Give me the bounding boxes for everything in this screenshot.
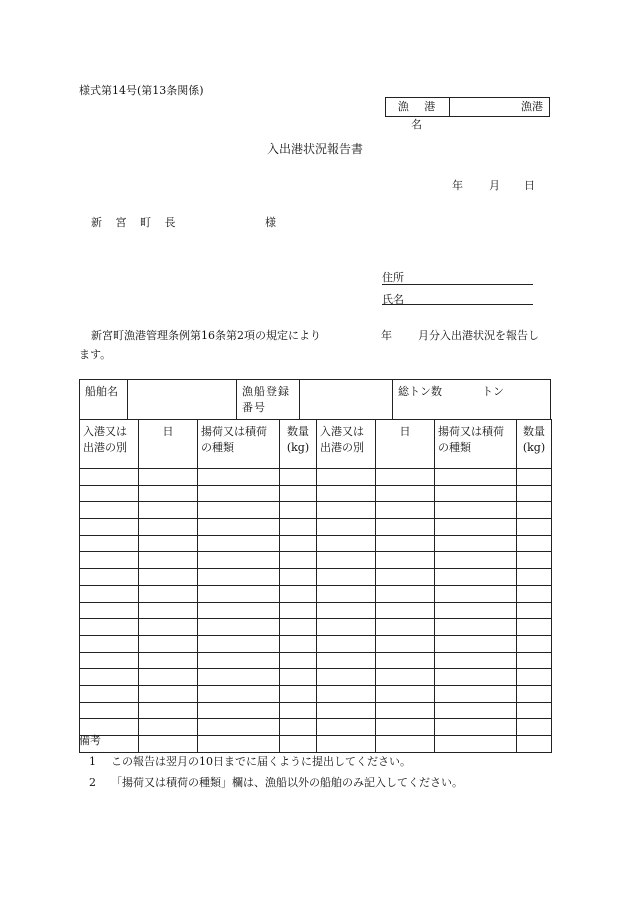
log-cell[interactable]	[435, 519, 517, 536]
log-cell[interactable]	[198, 535, 280, 552]
log-cell[interactable]	[80, 619, 139, 636]
log-cell[interactable]	[517, 652, 552, 669]
log-cell[interactable]	[280, 569, 317, 586]
log-cell[interactable]	[435, 485, 517, 502]
log-cell[interactable]	[198, 469, 280, 486]
log-cell[interactable]	[280, 619, 317, 636]
table-row	[80, 702, 552, 719]
name-label: 氏名	[382, 293, 404, 306]
log-cell[interactable]	[198, 502, 280, 519]
gross-tonnage-field[interactable]	[467, 380, 550, 419]
fishing-port-label: 漁 港 名	[386, 98, 450, 116]
log-cell[interactable]	[317, 669, 376, 686]
fishing-port-value[interactable]: 漁港	[521, 100, 543, 113]
log-cell[interactable]	[317, 635, 376, 652]
log-cell[interactable]	[139, 669, 198, 686]
log-cell[interactable]	[280, 469, 317, 486]
log-cell[interactable]	[317, 552, 376, 569]
table-row	[80, 552, 552, 569]
log-cell[interactable]	[317, 585, 376, 602]
log-cell[interactable]	[376, 702, 435, 719]
log-cell[interactable]	[80, 569, 139, 586]
log-cell[interactable]	[435, 535, 517, 552]
table-row	[80, 502, 552, 519]
log-cell[interactable]	[376, 619, 435, 636]
log-cell[interactable]	[80, 685, 139, 702]
note-number: 2	[89, 776, 96, 789]
log-cell[interactable]	[139, 685, 198, 702]
form-number: 様式第14号(第13条関係)	[79, 84, 204, 97]
log-cell[interactable]	[376, 535, 435, 552]
log-cell[interactable]	[139, 519, 198, 536]
log-cell[interactable]	[517, 602, 552, 619]
log-column-header: 入港又は出港の別	[317, 420, 376, 469]
log-cell[interactable]	[80, 702, 139, 719]
log-cell[interactable]	[139, 702, 198, 719]
log-cell[interactable]	[280, 652, 317, 669]
log-cell[interactable]	[280, 485, 317, 502]
log-cell[interactable]	[139, 502, 198, 519]
log-cell[interactable]	[517, 485, 552, 502]
log-cell[interactable]	[317, 685, 376, 702]
log-cell[interactable]	[435, 619, 517, 636]
log-cell[interactable]	[435, 469, 517, 486]
log-cell[interactable]	[139, 652, 198, 669]
log-cell[interactable]	[376, 569, 435, 586]
port-log-table	[79, 419, 552, 753]
log-cell[interactable]	[198, 619, 280, 636]
log-cell[interactable]	[517, 469, 552, 486]
fishing-port-box	[385, 97, 550, 131]
date-day: 日	[524, 179, 535, 192]
table-row	[80, 602, 552, 619]
log-column-header: 日	[376, 420, 435, 469]
table-row	[80, 569, 552, 586]
table-row	[80, 519, 552, 536]
address-line[interactable]	[382, 284, 533, 285]
log-cell[interactable]	[517, 535, 552, 552]
log-cell[interactable]	[517, 685, 552, 702]
log-cell[interactable]	[317, 602, 376, 619]
note-number: 1	[89, 755, 96, 768]
log-cell[interactable]	[139, 619, 198, 636]
vessel-info-row	[79, 379, 551, 420]
log-cell[interactable]	[317, 702, 376, 719]
log-cell[interactable]	[280, 585, 317, 602]
log-cell[interactable]	[280, 685, 317, 702]
log-cell[interactable]	[517, 669, 552, 686]
log-column-header: 揚荷又は積荷の種類	[198, 420, 280, 469]
log-cell[interactable]	[435, 702, 517, 719]
log-cell[interactable]	[80, 635, 139, 652]
log-cell[interactable]	[80, 502, 139, 519]
log-cell[interactable]	[317, 519, 376, 536]
log-cell[interactable]	[317, 569, 376, 586]
log-cell[interactable]	[517, 635, 552, 652]
note-text: 「揚荷又は積荷の種類」欄は、漁船以外の船舶のみ記入してください。	[111, 776, 463, 789]
log-cell[interactable]	[280, 552, 317, 569]
note-text: この報告は翌月の10日までに届くように提出してください。	[111, 755, 411, 768]
log-cell[interactable]	[435, 635, 517, 652]
log-cell[interactable]	[80, 602, 139, 619]
table-row	[80, 535, 552, 552]
log-cell[interactable]	[80, 519, 139, 536]
date-year: 年	[452, 179, 463, 192]
log-cell[interactable]	[517, 519, 552, 536]
log-cell[interactable]	[317, 619, 376, 636]
notes	[79, 730, 463, 793]
log-cell[interactable]	[376, 585, 435, 602]
log-cell[interactable]	[435, 502, 517, 519]
log-column-header: 数量(kg)	[280, 420, 317, 469]
log-cell[interactable]	[317, 469, 376, 486]
registration-number-label: 漁船登録番号	[237, 380, 300, 419]
log-cell[interactable]	[317, 535, 376, 552]
log-cell[interactable]	[517, 585, 552, 602]
log-column-header: 揚荷又は積荷の種類	[435, 420, 517, 469]
log-cell[interactable]	[139, 535, 198, 552]
registration-number-field[interactable]	[300, 380, 393, 419]
log-cell[interactable]	[198, 519, 280, 536]
log-cell[interactable]	[198, 669, 280, 686]
log-cell[interactable]	[435, 669, 517, 686]
log-column-header: 数量(kg)	[517, 420, 552, 469]
addressee-honorific: 様	[265, 216, 276, 229]
log-cell[interactable]	[80, 585, 139, 602]
log-cell[interactable]	[376, 502, 435, 519]
log-cell[interactable]	[376, 519, 435, 536]
log-cell[interactable]	[517, 719, 552, 736]
log-cell[interactable]	[80, 485, 139, 502]
log-body	[80, 469, 552, 753]
log-cell[interactable]	[280, 635, 317, 652]
document-title: 入出港状況報告書	[266, 142, 363, 156]
log-cell[interactable]	[198, 585, 280, 602]
log-cell[interactable]	[317, 502, 376, 519]
log-cell[interactable]	[280, 519, 317, 536]
body-text-year: 年	[381, 329, 392, 342]
log-cell[interactable]	[517, 736, 552, 753]
table-row	[80, 635, 552, 652]
log-cell[interactable]	[198, 602, 280, 619]
log-header-row	[80, 420, 552, 469]
log-cell[interactable]	[435, 602, 517, 619]
note-item	[79, 751, 463, 772]
log-cell[interactable]	[198, 652, 280, 669]
log-cell[interactable]	[517, 502, 552, 519]
log-cell[interactable]	[139, 569, 198, 586]
log-cell[interactable]	[139, 585, 198, 602]
log-cell[interactable]	[280, 669, 317, 686]
log-cell[interactable]	[80, 469, 139, 486]
log-cell[interactable]	[517, 702, 552, 719]
log-cell[interactable]	[376, 485, 435, 502]
log-cell[interactable]	[139, 635, 198, 652]
log-cell[interactable]	[376, 652, 435, 669]
log-cell[interactable]	[280, 535, 317, 552]
log-cell[interactable]	[280, 502, 317, 519]
log-cell[interactable]	[376, 635, 435, 652]
log-cell[interactable]	[517, 552, 552, 569]
notes-list	[79, 751, 463, 793]
log-column-header: 日	[139, 420, 198, 469]
log-cell[interactable]	[198, 569, 280, 586]
log-cell[interactable]	[198, 552, 280, 569]
notes-heading: 備考	[79, 734, 101, 747]
table-row	[80, 652, 552, 669]
log-cell[interactable]	[80, 652, 139, 669]
log-cell[interactable]	[435, 652, 517, 669]
log-column-header: 入港又は出港の別	[80, 420, 139, 469]
log-cell[interactable]	[280, 602, 317, 619]
addressee-name: 新 宮 町 長	[91, 216, 181, 229]
log-cell[interactable]	[80, 552, 139, 569]
log-cell[interactable]	[198, 702, 280, 719]
log-cell[interactable]	[317, 485, 376, 502]
log-cell[interactable]	[139, 552, 198, 569]
log-cell[interactable]	[139, 602, 198, 619]
table-row	[80, 619, 552, 636]
log-cell[interactable]	[317, 652, 376, 669]
body-text-part2: 月分入出港状況を報告し	[418, 329, 539, 342]
log-cell[interactable]	[139, 485, 198, 502]
log-cell[interactable]	[376, 685, 435, 702]
tonnage-unit: トン	[482, 385, 504, 398]
date-month: 月	[489, 179, 500, 192]
log-cell[interactable]	[517, 619, 552, 636]
log-cell[interactable]	[280, 702, 317, 719]
table-row	[80, 585, 552, 602]
log-cell[interactable]	[198, 635, 280, 652]
vessel-name-label: 船舶名	[80, 380, 128, 419]
log-cell[interactable]	[517, 569, 552, 586]
vessel-name-field[interactable]	[128, 380, 237, 419]
log-cell[interactable]	[435, 685, 517, 702]
address-label: 住所	[382, 271, 404, 284]
table-row	[80, 485, 552, 502]
table-row	[80, 685, 552, 702]
log-cell[interactable]	[139, 469, 198, 486]
log-cell[interactable]	[435, 585, 517, 602]
log-cell[interactable]	[435, 552, 517, 569]
log-cell[interactable]	[376, 602, 435, 619]
log-cell[interactable]	[198, 685, 280, 702]
body-text-part1: 新宮町漁港管理条例第16条第2項の規定により	[91, 329, 321, 342]
table-row	[80, 469, 552, 486]
gross-tonnage-label: 総トン数	[398, 385, 442, 398]
log-cell[interactable]	[80, 669, 139, 686]
log-cell[interactable]	[376, 469, 435, 486]
log-cell[interactable]	[198, 485, 280, 502]
table-row	[80, 669, 552, 686]
log-cell[interactable]	[435, 569, 517, 586]
note-item	[79, 772, 463, 793]
body-text-part3: ます。	[79, 348, 112, 361]
log-cell[interactable]	[376, 552, 435, 569]
log-cell[interactable]	[80, 535, 139, 552]
log-cell[interactable]	[376, 669, 435, 686]
name-line[interactable]	[382, 304, 533, 305]
